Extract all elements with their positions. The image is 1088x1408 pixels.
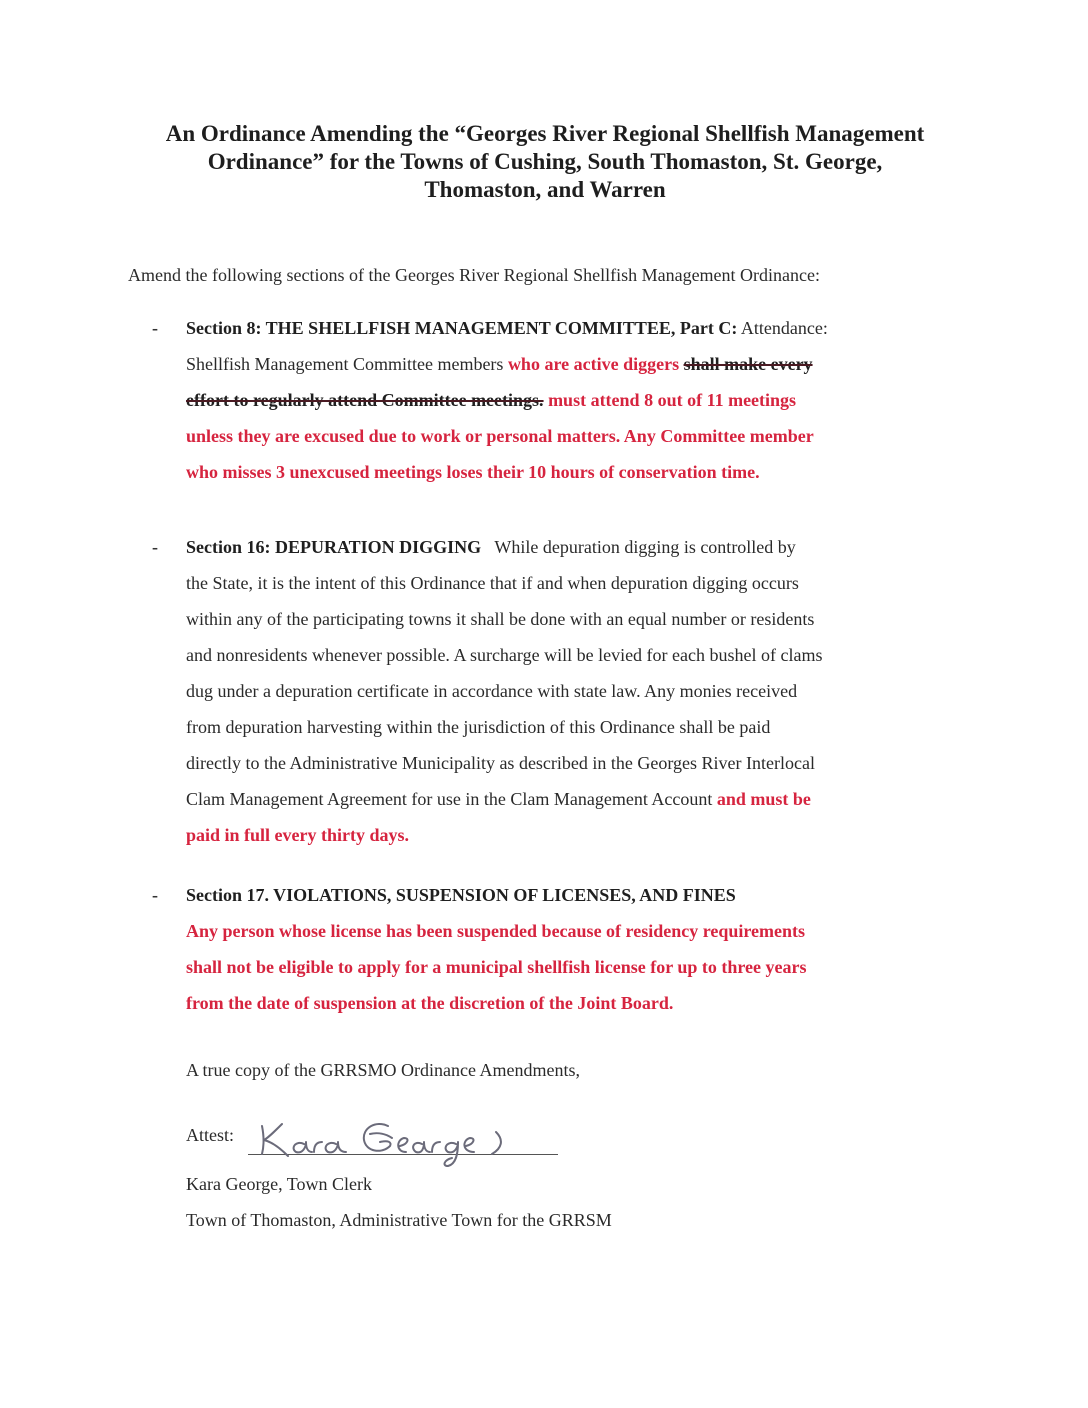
section-8-text: Shellfish Management Committee members xyxy=(186,354,504,374)
bullet-dash: - xyxy=(152,537,158,557)
clerk-name: Kara George, Town Clerk xyxy=(186,1174,373,1194)
section-16-line: dug under a depuration certificate in accordance with state law. Any monies received xyxy=(186,681,798,701)
bullet-dash: - xyxy=(152,318,158,338)
section-8 xyxy=(152,310,966,490)
added-text: from the date of suspension at the discretion of the Joint Board. xyxy=(186,993,674,1013)
added-text: and must be xyxy=(716,789,811,809)
attest-label: Attest: xyxy=(186,1125,234,1145)
added-text: unless they are excused due to work or personal matters. Any Committee member xyxy=(186,426,814,446)
section-17-heading: Section 17. VIOLATIONS, SUSPENSION OF LICENSES, AND FINES xyxy=(186,885,736,905)
section-16-line: directly to the Administrative Municipality as described in the Georges River Interlocal xyxy=(186,753,815,773)
section-8-line xyxy=(186,310,966,346)
title-line: An Ordinance Amending the “Georges River Regional Shellfish Management xyxy=(165,121,925,146)
section-16-heading: Section 16: DEPURATION DIGGING xyxy=(186,537,482,557)
clerk-block xyxy=(186,1166,612,1238)
section-16-line: from depuration harvesting within the jurisdiction of this Ordinance shall be paid xyxy=(186,717,771,737)
struck-text: shall make every xyxy=(683,354,813,374)
section-8-line xyxy=(186,382,966,418)
section-16 xyxy=(152,529,966,853)
added-text: Any person whose license has been suspended because of residency requirements xyxy=(186,921,806,941)
section-16-line: within any of the participating towns it shall be done with an equal number or residents xyxy=(186,609,815,629)
section-8-heading: Section 8: THE SHELLFISH MANAGEMENT COMMITTEE, Part C: xyxy=(186,318,738,338)
added-text: who misses 3 unexcused meetings loses their 10 hours of conservation time. xyxy=(186,462,760,482)
added-text: who are active diggers xyxy=(507,354,680,374)
struck-text: effort to regularly attend Committee meetings. xyxy=(186,390,544,410)
bullet-dash: - xyxy=(152,885,158,905)
title-line: Thomaston, and Warren xyxy=(424,177,666,202)
certification-text: A true copy of the GRRSMO Ordinance Amendments, xyxy=(186,1060,580,1080)
section-16-line: and nonresidents whenever possible. A surcharge will be levied for each bushel of clams xyxy=(186,645,823,665)
section-16-text: While depuration digging is controlled by xyxy=(494,537,796,557)
clerk-town: Town of Thomaston, Administrative Town for the GRRSM xyxy=(186,1210,612,1230)
section-16-text: Clam Management Agreement for use in the Clam Management Account xyxy=(186,789,713,809)
section-16-line xyxy=(186,529,966,565)
signature-image xyxy=(252,1112,532,1172)
section-8-text: Attendance: xyxy=(740,318,828,338)
added-text: shall not be eligible to apply for a municipal shellfish license for up to three years xyxy=(186,957,807,977)
section-17 xyxy=(152,877,966,1021)
section-16-line: the State, it is the intent of this Ordinance that if and when depuration digging occurs xyxy=(186,573,799,593)
document-title xyxy=(110,120,980,204)
added-text: must attend 8 out of 11 meetings xyxy=(548,390,797,410)
title-line: Ordinance” for the Towns of Cushing, South Thomaston, St. George, xyxy=(207,149,883,174)
added-text: paid in full every thirty days. xyxy=(186,825,410,845)
intro-text: Amend the following sections of the Georges River Regional Shellfish Management Ordinance: xyxy=(128,265,821,285)
section-16-line xyxy=(186,781,966,817)
section-8-line xyxy=(186,346,966,382)
